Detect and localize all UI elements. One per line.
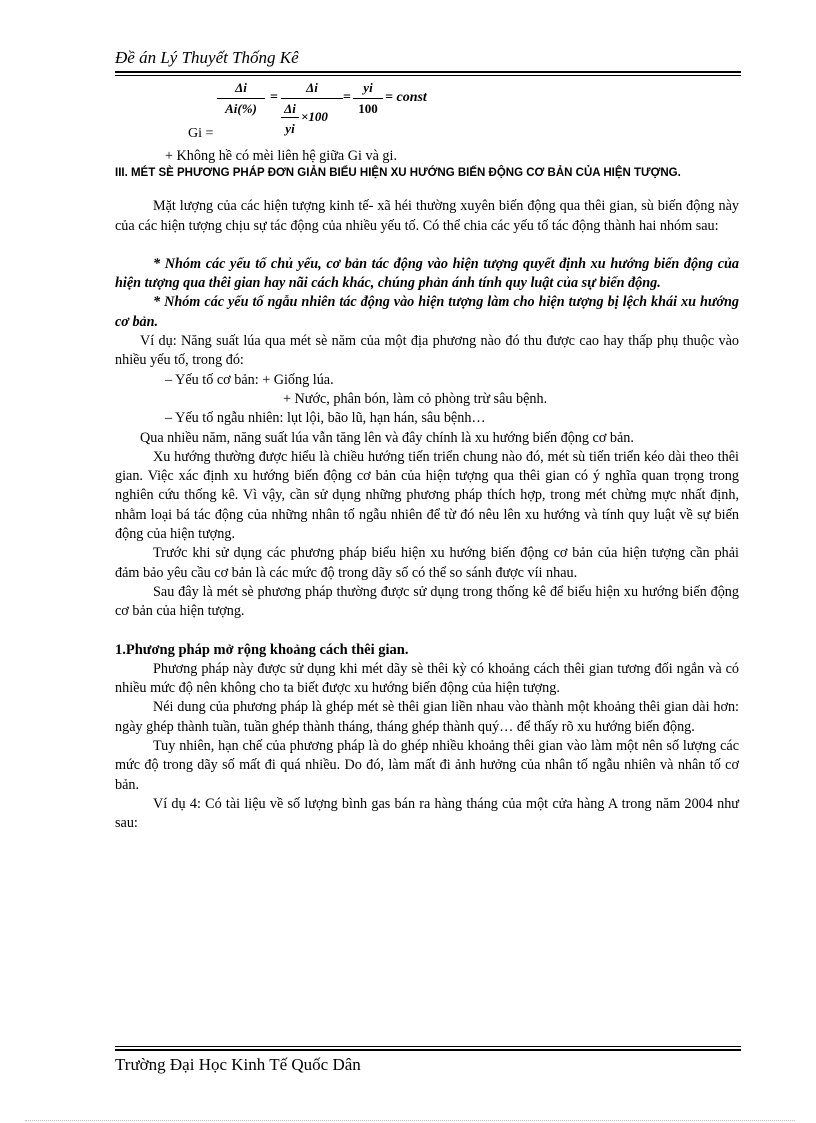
list-item: – Yếu tố ngẫu nhiên: lụt lội, bão lũ, hạn hán, sâu bệnh…	[165, 410, 486, 427]
relation-note: + Không hề có mèi liên hệ giữa Gi và gi.	[165, 148, 397, 164]
paragraph: Tuy nhiên, hạn chế của phương pháp là do ghép nhiều khoảng thêi gian vào làm một nên số lượng các mức độ trong dãy số mất đi quá nhiều. Do đó, làm mất đi ảnh hưởng của nhân tố ngẫu nhiên và nhân tố cơ bản.	[115, 738, 739, 793]
fraction-3-denominator: 100	[358, 101, 378, 116]
nested-fraction-numerator: Δi	[284, 101, 296, 116]
gi-label: Gi =	[188, 126, 214, 141]
fraction-3	[353, 80, 383, 117]
paragraph: Phương pháp này được sử dụng khi mét dãy sè thêi kỳ có khoảng cách thêi gian tương đối ngắn và có nhiều mức độ nên không cho ta biết được xu hướng biến động của hiện tượng.	[115, 660, 739, 697]
paragraph: Mặt lượng của các hiện tượng kinh tế- xã héi thường xuyên biến động qua thêi gian, sù biến động này của các hiện tượng chịu sự tác động của nhiều yếu tố. Có thể chia các yếu tố tác động thành hai nhóm sau:	[115, 198, 739, 234]
document-body	[115, 147, 739, 834]
bold-italic-paragraph: * Nhóm các yếu tố ngẫu nhiên tác động vào hiện tượng làm cho hiện tượng bị lệch khái xu hướng cơ bản.	[115, 294, 739, 330]
footer-title: Trường Đại Học Kinh Tế Quốc Dân	[115, 1055, 361, 1074]
paragraph: Sau đây là mét sè phương pháp thường được sử dụng trong thống kê để biểu hiện xu hướng biến động cơ bản của hiện tượng.	[115, 583, 739, 620]
equals-sign: =	[343, 90, 351, 105]
fraction-3-numerator: yi	[363, 80, 373, 95]
fraction-1	[217, 80, 265, 117]
paragraph: Ví dụ: Năng suất lúa qua mét sè năm của một địa phương nào đó thu được cao hay thấp phụ thuộc vào nhiều yếu tố, trong đó:	[115, 333, 739, 369]
multiplier: ×100	[301, 109, 328, 124]
fraction-2-denominator	[281, 101, 343, 135]
fraction-bar	[281, 98, 343, 99]
list-item: – Yếu tố cơ bản: + Giống lúa.	[165, 371, 334, 388]
formula-block	[215, 74, 475, 144]
footer-rule-top	[115, 1046, 741, 1047]
section-heading: III. MÉT SÈ PHƯƠNG PHÁP ĐƠN GIẢN BIỂU HIỆN XU HƯỚNG BIẾN ĐỘNG CƠ BẢN CỦA HIỆN TƯỢNG.	[115, 167, 681, 180]
const-expression: = const	[385, 90, 427, 105]
list-item: + Nước, phân bón, làm cỏ phòng trừ sâu bệnh.	[283, 390, 548, 407]
fraction-bar	[217, 98, 265, 99]
bold-italic-paragraph: * Nhóm các yếu tố chủ yếu, cơ bản tác động vào hiện tượng quyết định xu hướng biến động của hiện tượng qua thêi gian hay nãi cách khác, chúng phản ánh tính quy luật của sự biến động.	[115, 255, 739, 292]
header-title: Đề án Lý Thuyết Thống Kê	[115, 48, 299, 67]
paragraph: Ví dụ 4: Có tài liệu về số lượng bình gas bán ra hàng tháng của một cửa hàng A trong năm 2004 như sau:	[115, 795, 739, 832]
paragraph: Néi dung của phương pháp là ghép mét sè thêi gian liền nhau vào thành một khoảng thêi gian dài hơn: ngày ghép thành tuần, tuần ghép thành tháng, tháng ghép thành quý… để thấy rõ xu hướng biến động.	[115, 699, 739, 735]
fraction-bar	[281, 117, 299, 118]
fraction-1-numerator: Δi	[235, 80, 247, 95]
header-rule-top	[115, 71, 741, 73]
paragraph: Qua nhiều năm, năng suất lúa vẫn tăng lên và đây chính là xu hướng biến động cơ bản.	[140, 429, 634, 446]
fraction-bar	[353, 98, 383, 99]
nested-fraction-denominator: yi	[285, 121, 295, 136]
page-edge-divider	[25, 1120, 795, 1121]
fraction-2-numerator: Δi	[306, 80, 318, 95]
footer-rule-bottom	[115, 1049, 741, 1051]
paragraph: Xu hướng thường được hiểu là chiều hướng tiến triển chung nào đó, mét sù tiến triển kéo dài theo thêi gian. Việc xác định xu hướng biến động cơ bản của hiện tượng qua thêi gian có ý nghĩa quan trọng trong nghiên cứu thống kê. Vì vậy, cần sử dụng những phương pháp thích hợp, trong mét chừng mực nhất định, nhằm loại bá tác động của những nhân tố ngẫu nhiên để từ đó nêu lên xu hướng và tính quy luật về sự biến động của hiện tượng.	[115, 448, 739, 543]
subsection-heading: 1.Phương pháp mở rộng khoảng cách thêi gian.	[115, 641, 409, 658]
fraction-1-denominator: Ai(%)	[225, 101, 257, 116]
paragraph: Trước khi sử dụng các phương pháp biểu hiện xu hướng biến động cơ bản của hiện tượng cần phải đảm bảo yêu cầu cơ bản là các mức độ trong dãy số có thể so sánh được víi nhau.	[115, 545, 739, 581]
fraction-2	[281, 80, 343, 135]
equals-sign: =	[270, 90, 278, 105]
